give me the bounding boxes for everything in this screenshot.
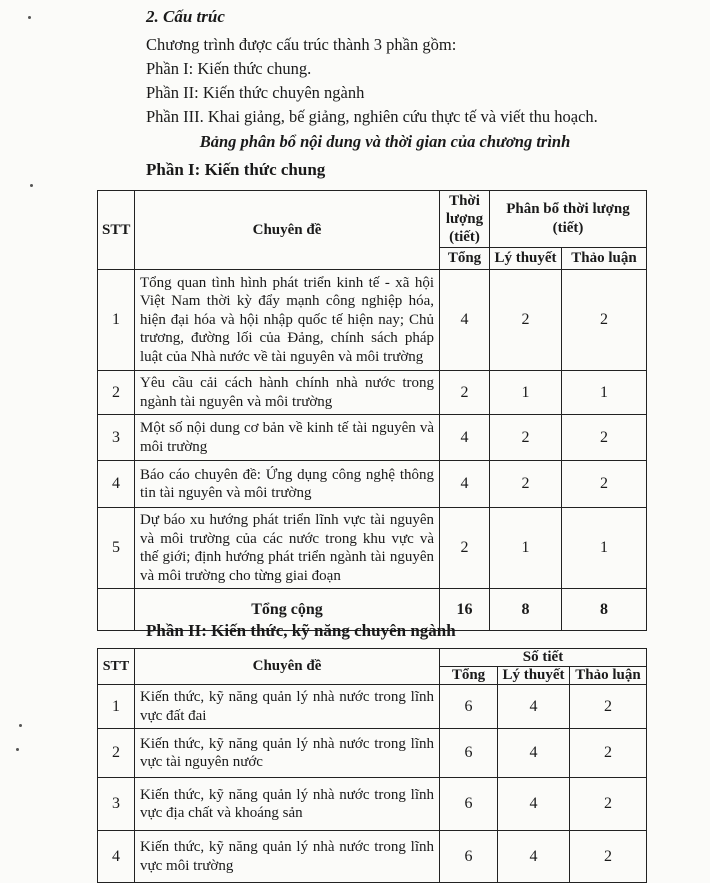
part1-table xyxy=(97,190,647,631)
intro-line-1: Chương trình được cấu trúc thành 3 phần gồm: xyxy=(146,35,457,54)
cell-stt: 3 xyxy=(98,415,135,461)
table-row xyxy=(98,831,647,883)
cell-discussion: 1 xyxy=(562,371,647,415)
scan-speck xyxy=(19,724,22,727)
cell-stt: 1 xyxy=(98,270,135,371)
cell-theory: 2 xyxy=(490,415,562,461)
header-theory: Lý thuyết xyxy=(490,248,562,270)
cell-discussion: 2 xyxy=(562,461,647,508)
cell-discussion: 1 xyxy=(562,508,647,589)
cell-discussion: 2 xyxy=(562,270,647,371)
cell-discussion: 2 xyxy=(570,778,647,831)
cell-discussion: 2 xyxy=(570,831,647,883)
cell-stt: 4 xyxy=(98,461,135,508)
cell-total: 2 xyxy=(440,371,490,415)
header-periods: Số tiết xyxy=(440,649,647,667)
intro-line-3: Phần II: Kiến thức chuyên ngành xyxy=(146,83,365,102)
header-duration: Thời lượng (tiết) xyxy=(440,191,490,248)
table-row xyxy=(98,685,647,729)
cell-topic: Kiến thức, kỹ năng quản lý nhà nước trong lĩnh vực địa chất và khoáng sản xyxy=(135,778,440,831)
sum-label: Tổng cộng xyxy=(135,589,440,631)
cell-topic: Kiến thức, kỹ năng quản lý nhà nước trong lĩnh vực đất đai xyxy=(135,685,440,729)
header-stt: STT xyxy=(98,191,135,270)
table-row xyxy=(98,508,647,589)
cell-topic: Kiến thức, kỹ năng quản lý nhà nước trong lĩnh vực tài nguyên nước xyxy=(135,729,440,778)
cell-theory: 4 xyxy=(498,778,570,831)
cell-theory: 1 xyxy=(490,371,562,415)
cell-topic: Tổng quan tình hình phát triển kinh tế - xã hội Việt Nam thời kỳ đẩy mạnh công nghiệp hóa, hiện đại hóa và hội nhập quốc tế hiện nay; Chủ trương, đường lối của Đảng, chính sách pháp luật của Nhà nước về tài nguyên và môi trường xyxy=(135,270,440,371)
table-row xyxy=(98,270,647,371)
cell-theory: 4 xyxy=(498,685,570,729)
cell-stt: 1 xyxy=(98,685,135,729)
cell-total: 6 xyxy=(440,778,498,831)
sum-discussion: 8 xyxy=(562,589,647,631)
cell-total: 6 xyxy=(440,831,498,883)
table-row xyxy=(98,371,647,415)
table-row xyxy=(98,729,647,778)
cell-stt: 3 xyxy=(98,778,135,831)
cell-discussion: 2 xyxy=(570,685,647,729)
scan-speck xyxy=(30,184,33,187)
cell-total: 6 xyxy=(440,685,498,729)
section-title: 2. Cấu trúc xyxy=(146,7,225,26)
header-allocation: Phân bổ thời lượng (tiết) xyxy=(490,191,647,248)
cell-theory: 4 xyxy=(498,831,570,883)
cell-topic: Yêu cầu cải cách hành chính nhà nước trong ngành tài nguyên và môi trường xyxy=(135,371,440,415)
cell-theory: 2 xyxy=(490,461,562,508)
table-row xyxy=(98,415,647,461)
cell-total: 4 xyxy=(440,415,490,461)
table-row xyxy=(98,461,647,508)
cell-theory: 4 xyxy=(498,729,570,778)
part2-title: Phần II: Kiến thức, kỹ năng chuyên ngành xyxy=(146,621,456,640)
scan-speck xyxy=(16,748,19,751)
cell-total: 4 xyxy=(440,461,490,508)
cell-stt-empty xyxy=(98,589,135,631)
cell-topic: Dự báo xu hướng phát triển lĩnh vực tài nguyên và môi trường của các nước trong khu vực và thế giới; định hướng phát triển ngành tài nguyên và môi trường cho từng giai đoạn xyxy=(135,508,440,589)
header-total: Tổng xyxy=(440,667,498,685)
part2-table xyxy=(97,648,647,883)
cell-topic: Kiến thức, kỹ năng quản lý nhà nước trong lĩnh vực môi trường xyxy=(135,831,440,883)
cell-topic: Báo cáo chuyên đề: Ứng dụng công nghệ thông tin tài nguyên và môi trường xyxy=(135,461,440,508)
cell-stt: 2 xyxy=(98,371,135,415)
cell-stt: 5 xyxy=(98,508,135,589)
header-stt: STT xyxy=(98,649,135,685)
cell-discussion: 2 xyxy=(570,729,647,778)
cell-theory: 2 xyxy=(490,270,562,371)
part1-title: Phần I: Kiến thức chung xyxy=(146,160,326,179)
header-total: Tổng xyxy=(440,248,490,270)
cell-stt: 4 xyxy=(98,831,135,883)
cell-stt: 2 xyxy=(98,729,135,778)
cell-discussion: 2 xyxy=(562,415,647,461)
cell-topic: Một số nội dung cơ bản về kinh tế tài nguyên và môi trường xyxy=(135,415,440,461)
cell-total: 2 xyxy=(440,508,490,589)
cell-theory: 1 xyxy=(490,508,562,589)
header-discussion: Thảo luận xyxy=(570,667,647,685)
cell-total: 6 xyxy=(440,729,498,778)
header-discussion: Thảo luận xyxy=(562,248,647,270)
intro-line-2: Phần I: Kiến thức chung. xyxy=(146,59,312,78)
table-caption: Bảng phân bổ nội dung và thời gian của chương trình xyxy=(199,132,571,151)
intro-line-4: Phần III. Khai giảng, bế giảng, nghiên cứu thực tế và viết thu hoạch. xyxy=(146,107,598,126)
header-topic: Chuyên đề xyxy=(135,191,440,270)
sum-total: 16 xyxy=(440,589,490,631)
table-row xyxy=(98,778,647,831)
sum-theory: 8 xyxy=(490,589,562,631)
header-topic: Chuyên đề xyxy=(135,649,440,685)
cell-total: 4 xyxy=(440,270,490,371)
scan-speck xyxy=(28,16,31,19)
header-theory: Lý thuyết xyxy=(498,667,570,685)
